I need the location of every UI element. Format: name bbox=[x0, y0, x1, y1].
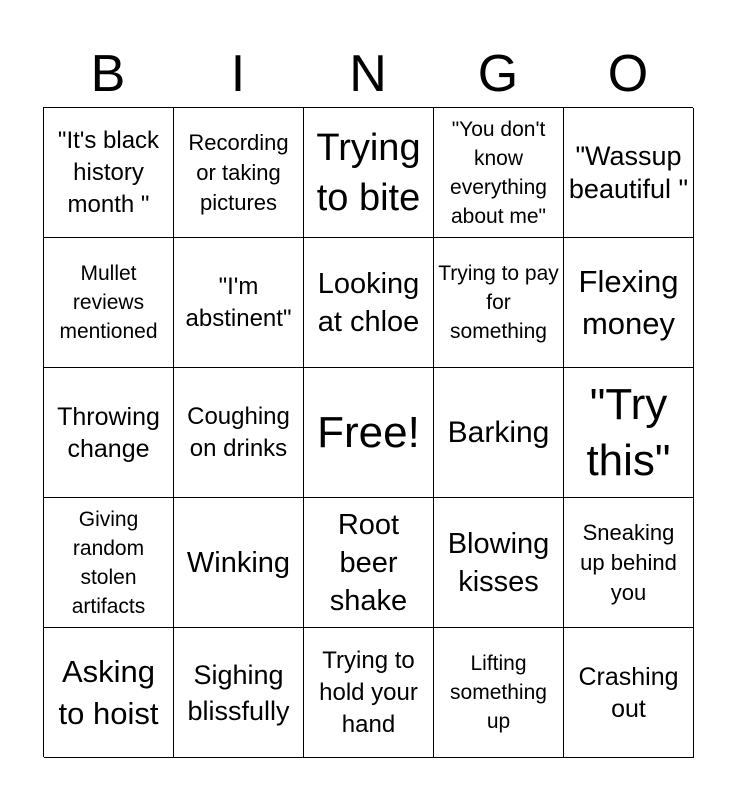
bingo-cell-text: Asking to hoist bbox=[58, 653, 159, 731]
bingo-cell[interactable] bbox=[174, 628, 304, 758]
bingo-cell[interactable] bbox=[174, 368, 304, 498]
bingo-cell-text: Trying to hold your hand bbox=[319, 646, 418, 738]
bingo-cell[interactable] bbox=[434, 238, 564, 368]
bingo-cell[interactable] bbox=[304, 368, 434, 498]
bingo-cell-text: Giving random stolen artifacts bbox=[71, 507, 146, 618]
bingo-cell-text: "Try this" bbox=[586, 379, 671, 485]
bingo-cell[interactable] bbox=[434, 108, 564, 238]
bingo-cell[interactable] bbox=[304, 628, 434, 758]
bingo-cell-text: Coughing on drinks bbox=[187, 402, 290, 462]
bingo-cell-text: "I'm abstinent" bbox=[185, 272, 292, 332]
bingo-cell-text: Blowing kisses bbox=[447, 527, 550, 598]
bingo-cell-text: Recording or taking pictures bbox=[188, 129, 289, 215]
header-letter-o: O bbox=[607, 45, 649, 103]
header-letter-g: G bbox=[477, 45, 519, 103]
bingo-cell-text: Flexing money bbox=[578, 263, 679, 341]
bingo-cell-text: Trying to bite bbox=[316, 126, 421, 219]
bingo-cell-text: Root beer shake bbox=[329, 508, 408, 617]
bingo-cell-text: Winking bbox=[186, 546, 291, 579]
bingo-header bbox=[43, 40, 693, 108]
bingo-cell[interactable] bbox=[44, 368, 174, 498]
header-letter-b: B bbox=[90, 45, 126, 103]
bingo-cell[interactable] bbox=[304, 238, 434, 368]
bingo-board bbox=[43, 107, 693, 757]
bingo-cell-text: Sighing blissfully bbox=[187, 659, 290, 726]
bingo-cell[interactable] bbox=[174, 108, 304, 238]
header-letter-i: I bbox=[230, 45, 246, 103]
bingo-cell[interactable] bbox=[564, 628, 694, 758]
bingo-cell-text: "Wassup beautiful " bbox=[568, 140, 689, 204]
bingo-cell-text: Mullet reviews mentioned bbox=[59, 262, 158, 343]
bingo-cell[interactable] bbox=[44, 498, 174, 628]
bingo-cell-text: Throwing change bbox=[57, 402, 160, 463]
bingo-cell-text: Barking bbox=[447, 415, 550, 449]
bingo-cell-text: Sneaking up behind you bbox=[580, 519, 677, 605]
bingo-cell-text: "You don't know everything about me" bbox=[450, 117, 547, 228]
bingo-cell[interactable] bbox=[564, 108, 694, 238]
bingo-cell[interactable] bbox=[304, 108, 434, 238]
bingo-cell[interactable] bbox=[44, 108, 174, 238]
bingo-cell[interactable] bbox=[434, 368, 564, 498]
bingo-cell-text: Crashing out bbox=[578, 662, 679, 723]
bingo-cell-text: Lifting something up bbox=[450, 652, 547, 733]
bingo-cell-text: Looking at chloe bbox=[317, 267, 420, 338]
bingo-cell[interactable] bbox=[434, 498, 564, 628]
bingo-cell[interactable] bbox=[564, 368, 694, 498]
bingo-cell[interactable] bbox=[44, 238, 174, 368]
bingo-cell[interactable] bbox=[304, 498, 434, 628]
bingo-cell[interactable] bbox=[174, 498, 304, 628]
bingo-cell-text: "It's black history month " bbox=[57, 126, 160, 218]
bingo-cell[interactable] bbox=[174, 238, 304, 368]
bingo-cell[interactable] bbox=[564, 498, 694, 628]
bingo-cell[interactable] bbox=[44, 628, 174, 758]
header-letter-n: N bbox=[349, 45, 387, 103]
bingo-cell-text: Trying to pay for something bbox=[438, 262, 559, 343]
bingo-cell[interactable] bbox=[434, 628, 564, 758]
bingo-cell[interactable] bbox=[564, 238, 694, 368]
bingo-cell-text: Free! bbox=[317, 407, 420, 457]
